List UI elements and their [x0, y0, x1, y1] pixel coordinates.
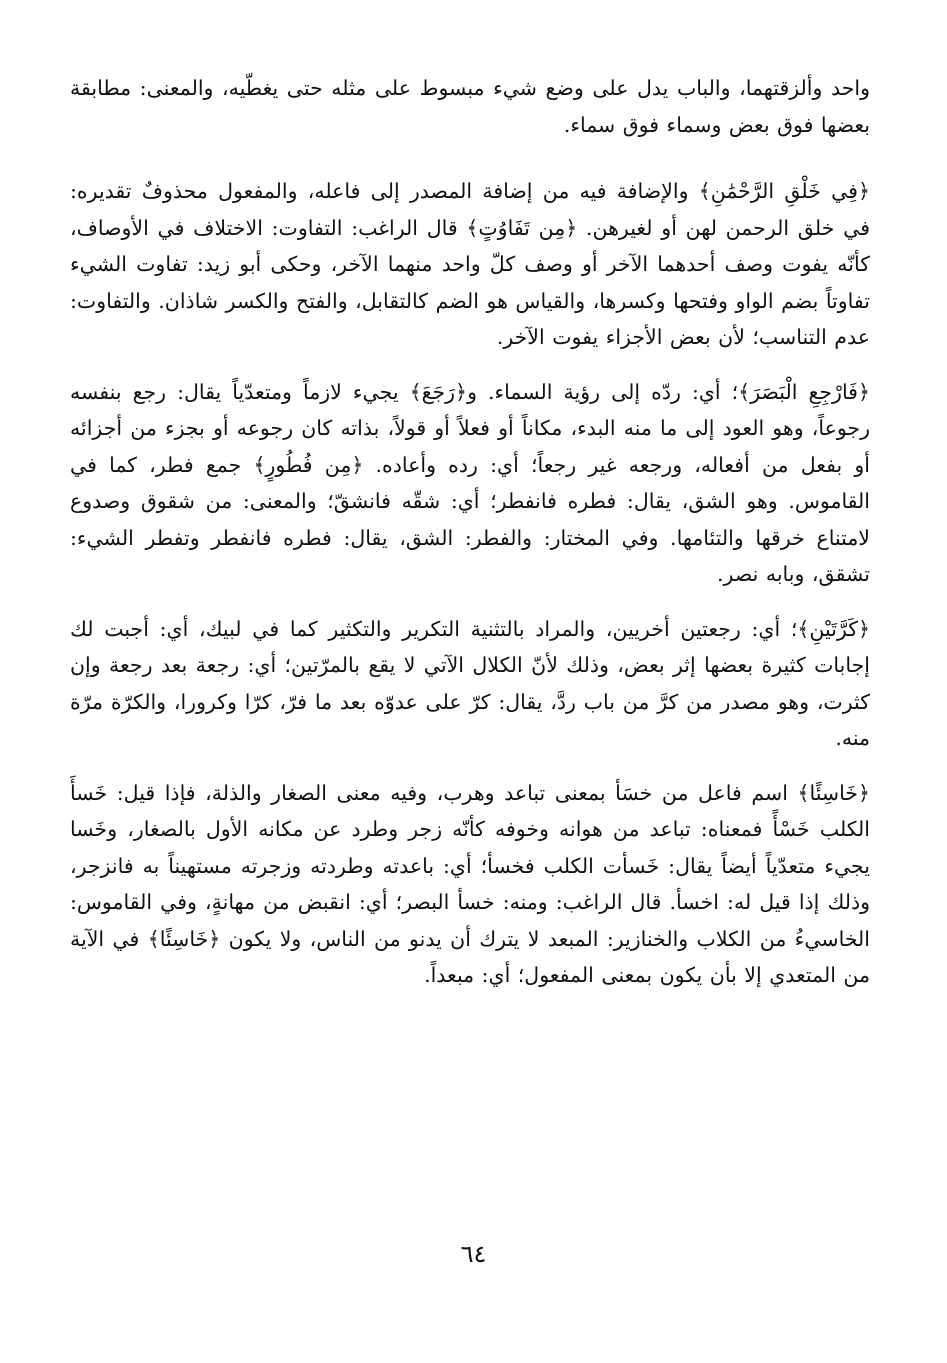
paragraph-5: ﴿خَاسِئًا﴾ اسم فاعل من خسَأ بمعنى تباعد وهرب، وفيه معنى الصغار والذلة، فإذا قيل: خَسأَ الكلب خَسْأً فمعناه: تباعد من هوانه وخوفه كأنّه زجر وطرد عن مكانه الأول بالصغار، وخَسا يجيء متعدّياً أيضاً يقال: خَسأت الكلب فخسأ؛ أي: باعدته وطردته وزجرته مستهيناً به فانزجر، وذلك إذا قيل له: اخسأ. قال الراغب: ومنه: خسأ البصر؛ أي: انقبض من مهانةٍ، وفي القاموس: الخاسيءُ من الكلاب والخنازير: المبعد لا يترك أن يدنو من الناس، ولا يكون ﴿خَاسِئًا﴾ في الآية من المتعدي إلا بأن يكون بمعنى المفعول؛ أي: مبعداً. [70, 780, 870, 987]
page-number: ٦٤ [460, 1240, 487, 1268]
paragraph-2: ﴿فِي خَلْقِ الرَّحْمَٰنِ﴾ والإضافة فيه من إضافة المصدر إلى فاعله، والمفعول محذوفٌ تقديره: في خلق الرحمن لهن أو لغيرهن. ﴿مِن تَفَاوُتٍ﴾ قال الراغب: التفاوت: الاختلاف في الأوصاف، كأنّه يفوت وصف أحدهما الآخر أو وصف كلّ واحد منهما الآخر، وحكى أبو زيد: تفاوت الشيء تفاوتاً بضم الواو وفتحها وكسرها، والقياس هو الضم كالتقابل، والفتح والكسر شاذان. والتفاوت: عدم التناسب؛ لأن بعض الأجزاء يفوت الآخر. [70, 179, 870, 349]
page-body [70, 70, 870, 1012]
paragraph-3: ﴿فَارْجِعِ الْبَصَرَ﴾؛ أي: ردّه إلى رؤية السماء. و﴿رَجَعَ﴾ يجيء لازماً ومتعدّياً يقال: رجع بنفسه رجوعاً، وهو العود إلى ما منه البدء، مكاناً أو فعلاً أو قولاً، بذاته كان رجوعه أو بجزء من أجزائه أو بفعل من أفعاله، ورجعه غير رجعاً؛ أي: رده وأعاده. ﴿مِن فُطُورٍ﴾ جمع فطر، كما في القاموس. وهو الشق، يقال: فطره فانفطر؛ أي: شقّه فانشقّ؛ والمعنى: من شقوق وصدوع لامتناع خرقها والتئامها. وفي المختار: والفطر: الشق، يقال: فطره فانفطر وتفطر الشيء: تشقق، وبابه نصر. [70, 379, 870, 586]
paragraph-1: واحد وألزقتهما، والباب يدل على وضع شيء مبسوط على مثله حتى يغطّيه، والمعنى: مطابقة بعضها فوق بعض وسماء فوق سماء. [70, 76, 870, 137]
paragraph-4: ﴿كَرَّتَيْنِ﴾؛ أي: رجعتين أخريين، والمراد بالتثنية التكرير والتكثير كما في لبيك، أي: أجبت لك إجابات كثيرة بعضها إثر بعض، وذلك لأنّ الكلال الآتي لا يقع بالمرّتين؛ أي: رجعة بعد رجعة وإن كثرت، وهو مصدر من كرَّ من باب ردَّ، يقال: كرّ على عدوّه بعد ما فرّ، كرّا وكرورا، والكرّة مرّة منه. [70, 616, 870, 750]
